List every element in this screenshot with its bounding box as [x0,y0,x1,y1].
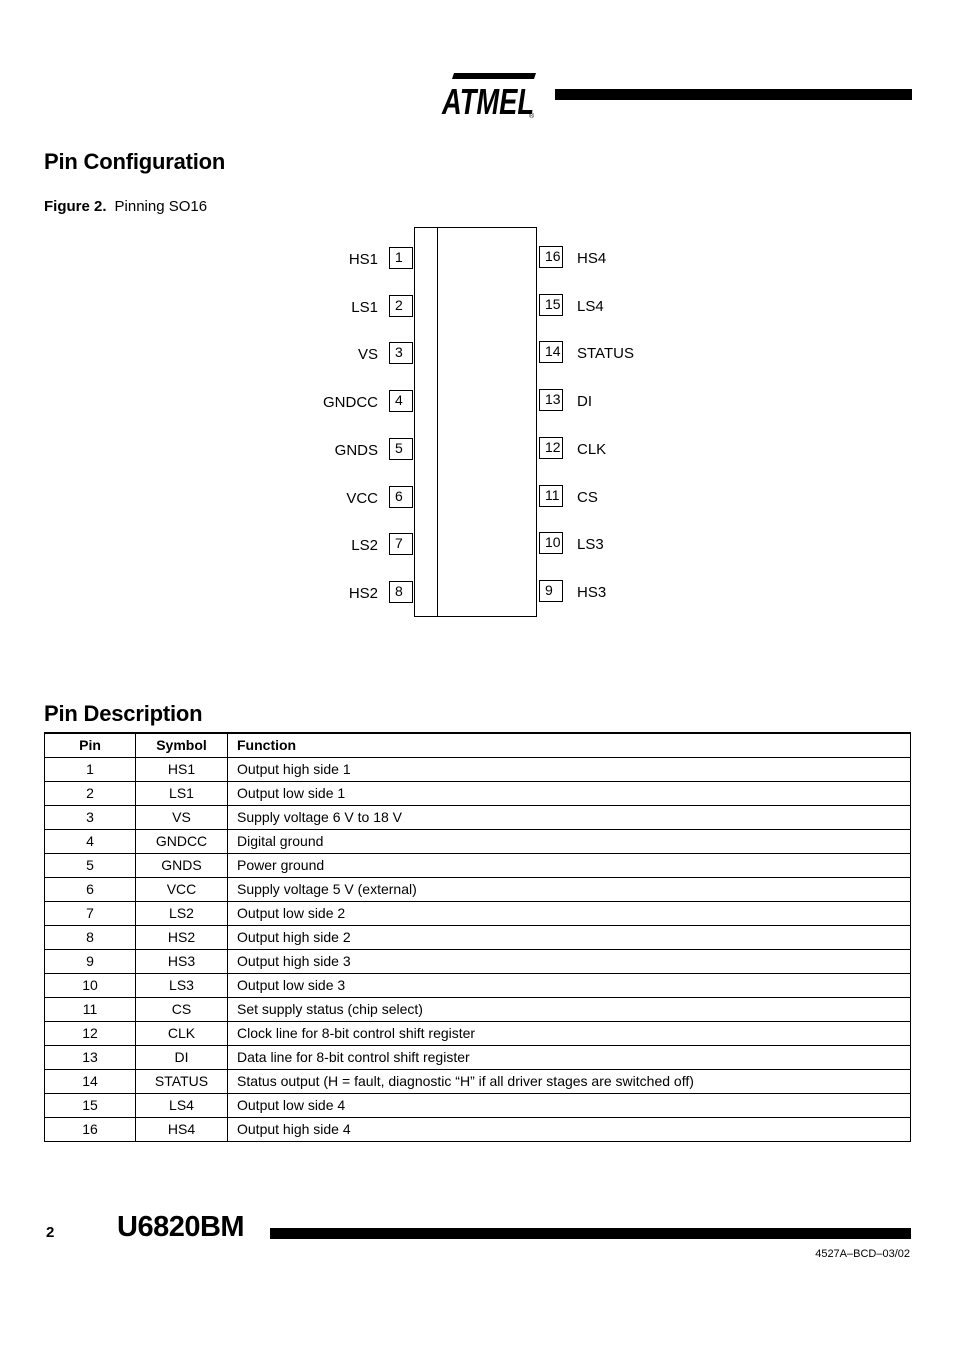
function-cell: Power ground [228,854,911,878]
pin-label: LS4 [577,298,604,315]
symbol-cell: VS [136,806,228,830]
pin-label: STATUS [577,345,634,362]
pin-number-box: 9 [539,580,563,602]
function-cell: Output high side 3 [228,950,911,974]
pin-cell: 5 [45,854,136,878]
product-name: U6820BM [117,1211,245,1243]
function-cell: Output high side 1 [228,758,911,782]
figure-caption [44,198,207,215]
figure-title: Pinning SO16 [114,198,208,215]
pin-number-box: 7 [389,533,413,555]
svg-text:®: ® [529,113,535,120]
pin-cell: 14 [45,1070,136,1094]
footer-rule [270,1228,911,1239]
table-row [45,1094,911,1118]
pin-number-box: 4 [389,390,413,412]
figure-label: Figure 2. [44,198,107,215]
pin-label: HS2 [348,585,378,602]
pin-configuration-heading: Pin Configuration [44,149,226,174]
symbol-cell: LS2 [136,902,228,926]
table-row [45,1046,911,1070]
pin-cell: 10 [45,974,136,998]
pin-label: LS2 [351,537,378,554]
pin-label: LS3 [577,536,604,553]
pin-number-box: 11 [539,485,563,507]
document-id: 4527A–BCD–03/02 [815,1248,910,1260]
symbol-cell: CS [136,998,228,1022]
function-cell: Clock line for 8-bit control shift register [228,1022,911,1046]
symbol-cell: DI [136,1046,228,1070]
pin-cell: 6 [45,878,136,902]
pin-cell: 11 [45,998,136,1022]
pin-cell: 3 [45,806,136,830]
table-row [45,950,911,974]
svg-text:ATMEL: ATMEL [441,81,534,120]
table-row [45,926,911,950]
pin-number-box: 16 [539,246,563,268]
page-number: 2 [46,1224,55,1241]
pin-label: LS1 [351,299,378,316]
function-cell: Set supply status (chip select) [228,998,911,1022]
pin-cell: 1 [45,758,136,782]
pin-number-box: 3 [389,342,413,364]
table-header-row [45,733,911,758]
symbol-cell: LS3 [136,974,228,998]
pin-description-heading: Pin Description [44,701,203,726]
pin-label: GNDCC [323,394,378,411]
pin-cell: 8 [45,926,136,950]
column-header-pin: Pin [45,733,136,758]
header-rule [555,89,912,100]
chip-body [414,227,537,617]
function-cell: Supply voltage 5 V (external) [228,878,911,902]
function-cell: Supply voltage 6 V to 18 V [228,806,911,830]
symbol-cell: HS4 [136,1118,228,1142]
function-cell: Output low side 2 [228,902,911,926]
pin-number-box: 5 [389,438,413,460]
symbol-cell: VCC [136,878,228,902]
pin-label: HS4 [577,250,607,267]
pin-label: GNDS [334,442,378,459]
atmel-logo [440,68,540,120]
pin-number-box: 12 [539,437,563,459]
table-row [45,806,911,830]
function-cell: Status output (H = fault, diagnostic “H” if all driver stages are switched off) [228,1070,911,1094]
pin-label: CLK [577,441,607,458]
pin-cell: 7 [45,902,136,926]
symbol-cell: CLK [136,1022,228,1046]
symbol-cell: GNDCC [136,830,228,854]
pin-number-box: 10 [539,532,563,554]
table-row [45,830,911,854]
pin-number-box: 13 [539,389,563,411]
table-row [45,1070,911,1094]
pin-number-box: 1 [389,247,413,269]
pin-label: DI [577,393,592,410]
table-row [45,1118,911,1142]
pin-label: VCC [346,490,378,507]
column-header-symbol: Symbol [136,733,228,758]
pin-label: VS [357,346,378,363]
pin-number-box: 8 [389,581,413,603]
symbol-cell: HS3 [136,950,228,974]
symbol-cell: GNDS [136,854,228,878]
table-row [45,758,911,782]
pin-label: CS [577,489,598,506]
function-cell: Digital ground [228,830,911,854]
function-cell: Data line for 8-bit control shift register [228,1046,911,1070]
function-cell: Output high side 4 [228,1118,911,1142]
table-row [45,782,911,806]
pin-cell: 2 [45,782,136,806]
pin-number-box: 15 [539,294,563,316]
symbol-cell: STATUS [136,1070,228,1094]
chip-inner-line [437,227,438,617]
symbol-cell: HS1 [136,758,228,782]
pin-label: HS1 [348,251,378,268]
pin-number-box: 14 [539,341,563,363]
table-row [45,902,911,926]
symbol-cell: LS1 [136,782,228,806]
pin-number-box: 6 [389,486,413,508]
function-cell: Output high side 2 [228,926,911,950]
pin-description-table [44,732,911,1142]
pin-cell: 4 [45,830,136,854]
pin-cell: 12 [45,1022,136,1046]
function-cell: Output low side 4 [228,1094,911,1118]
column-header-function: Function [228,733,911,758]
function-cell: Output low side 1 [228,782,911,806]
table-row [45,854,911,878]
table-row [45,974,911,998]
pin-cell: 13 [45,1046,136,1070]
function-cell: Output low side 3 [228,974,911,998]
symbol-cell: HS2 [136,926,228,950]
pin-label: HS3 [577,584,607,601]
pin-cell: 9 [45,950,136,974]
pin-cell: 15 [45,1094,136,1118]
table-row [45,878,911,902]
table-row [45,998,911,1022]
pin-number-box: 2 [389,295,413,317]
symbol-cell: LS4 [136,1094,228,1118]
table-row [45,1022,911,1046]
pin-cell: 16 [45,1118,136,1142]
